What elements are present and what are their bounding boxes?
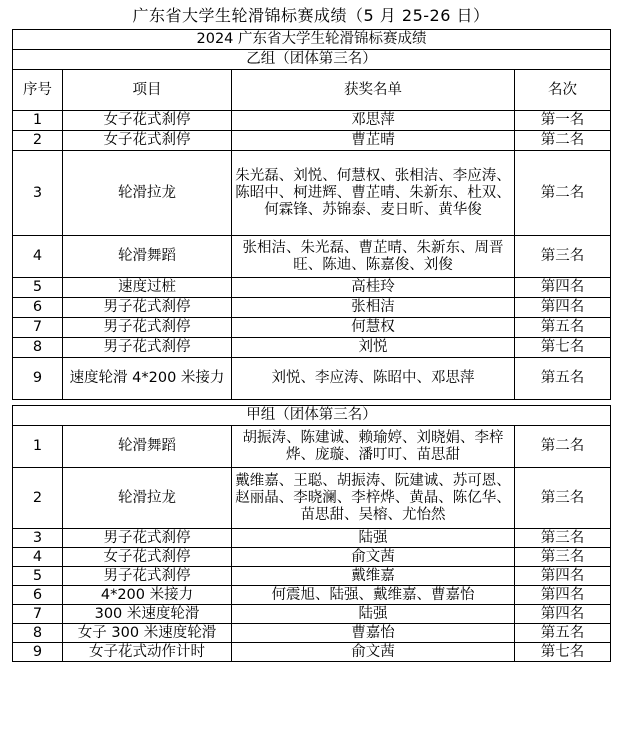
- row-winners: 曹芷晴: [232, 131, 515, 151]
- row-rank: 第二名: [515, 131, 611, 151]
- row-rank: 第一名: [515, 111, 611, 131]
- row-index: 3: [13, 151, 63, 236]
- row-index: 4: [13, 236, 63, 278]
- row-index: 8: [13, 338, 63, 358]
- row-index: 3: [13, 529, 63, 548]
- row-winners: 张相洁、朱光磊、曹芷晴、朱新东、周晋旺、陈迪、陈嘉俊、刘俊: [232, 236, 515, 278]
- group-title: 甲组（团体第三名）: [13, 406, 611, 426]
- row-event: 轮滑拉龙: [63, 151, 232, 236]
- group-header-row: [13, 406, 611, 426]
- results-table: [12, 29, 611, 662]
- row-index: 7: [13, 605, 63, 624]
- row-winners: 陆强: [232, 605, 515, 624]
- table-title: 2024 广东省大学生轮滑锦标赛成绩: [13, 30, 611, 50]
- header-rank: 名次: [515, 70, 611, 111]
- table-row: [13, 131, 611, 151]
- row-rank: 第四名: [515, 278, 611, 298]
- row-rank: 第七名: [515, 643, 611, 662]
- row-event: 女子花式刹停: [63, 131, 232, 151]
- row-event: 轮滑舞蹈: [63, 426, 232, 468]
- row-event: 男子花式刹停: [63, 529, 232, 548]
- row-event: 男子花式刹停: [63, 318, 232, 338]
- row-winners: 俞文茜: [232, 548, 515, 567]
- table-title-row: [13, 30, 611, 50]
- row-rank: 第五名: [515, 318, 611, 338]
- row-winners: 刘悦、李应涛、陈昭中、邓思萍: [232, 358, 515, 400]
- row-index: 9: [13, 358, 63, 400]
- row-index: 1: [13, 426, 63, 468]
- table-row: [13, 643, 611, 662]
- group-header-row: [13, 50, 611, 70]
- row-rank: 第三名: [515, 529, 611, 548]
- row-index: 7: [13, 318, 63, 338]
- table-row: [13, 468, 611, 529]
- table-row: [13, 567, 611, 586]
- row-winners: 何慧权: [232, 318, 515, 338]
- row-winners: 戴维嘉、王聪、胡振涛、阮建诚、苏可恩、赵丽晶、李晓澜、李梓烨、黄晶、陈亿华、苗思甜、吴榕、尤怡然: [232, 468, 515, 529]
- row-winners: 高桂玲: [232, 278, 515, 298]
- row-index: 4: [13, 548, 63, 567]
- row-rank: 第五名: [515, 358, 611, 400]
- table-row: [13, 298, 611, 318]
- row-index: 2: [13, 131, 63, 151]
- table-row: [13, 586, 611, 605]
- row-rank: 第四名: [515, 298, 611, 318]
- table-row: [13, 529, 611, 548]
- row-rank: 第三名: [515, 468, 611, 529]
- row-index: 2: [13, 468, 63, 529]
- row-event: 轮滑舞蹈: [63, 236, 232, 278]
- row-index: 9: [13, 643, 63, 662]
- table-row: [13, 548, 611, 567]
- row-event: 女子花式动作计时: [63, 643, 232, 662]
- row-event: 女子 300 米速度轮滑: [63, 624, 232, 643]
- row-rank: 第三名: [515, 548, 611, 567]
- row-index: 6: [13, 298, 63, 318]
- table-row: [13, 605, 611, 624]
- row-winners: 戴维嘉: [232, 567, 515, 586]
- table-row: [13, 338, 611, 358]
- row-event: 男子花式刹停: [63, 338, 232, 358]
- row-index: 5: [13, 567, 63, 586]
- row-rank: 第四名: [515, 586, 611, 605]
- table-row: [13, 151, 611, 236]
- table-row: [13, 111, 611, 131]
- table-row: [13, 318, 611, 338]
- table-row: [13, 236, 611, 278]
- row-winners: 陆强: [232, 529, 515, 548]
- column-header-row: [13, 70, 611, 111]
- row-winners: 邓思萍: [232, 111, 515, 131]
- row-index: 8: [13, 624, 63, 643]
- row-winners: 俞文茜: [232, 643, 515, 662]
- row-rank: 第四名: [515, 605, 611, 624]
- row-rank: 第五名: [515, 624, 611, 643]
- row-index: 1: [13, 111, 63, 131]
- row-winners: 胡振涛、陈建诚、赖瑜婷、刘晓娟、李梓烨、庞璇、潘叮叮、苗思甜: [232, 426, 515, 468]
- row-winners: 刘悦: [232, 338, 515, 358]
- group-title: 乙组（团体第三名）: [13, 50, 611, 70]
- table-row: [13, 624, 611, 643]
- row-winners: 何震旭、陆强、戴维嘉、曹嘉怡: [232, 586, 515, 605]
- row-winners: 曹嘉怡: [232, 624, 515, 643]
- header-index: 序号: [13, 70, 63, 111]
- table-row: [13, 426, 611, 468]
- page-title: 广东省大学生轮滑锦标赛成绩（5 月 25-26 日）: [132, 6, 490, 25]
- row-event: 男子花式刹停: [63, 298, 232, 318]
- row-rank: 第四名: [515, 567, 611, 586]
- row-rank: 第二名: [515, 426, 611, 468]
- header-event: 项目: [63, 70, 232, 111]
- row-event: 300 米速度轮滑: [63, 605, 232, 624]
- header-winners: 获奖名单: [232, 70, 515, 111]
- row-event: 男子花式刹停: [63, 567, 232, 586]
- row-event: 4*200 米接力: [63, 586, 232, 605]
- row-event: 女子花式刹停: [63, 548, 232, 567]
- row-index: 5: [13, 278, 63, 298]
- table-row: [13, 358, 611, 400]
- row-index: 6: [13, 586, 63, 605]
- row-rank: 第二名: [515, 151, 611, 236]
- row-event: 轮滑拉龙: [63, 468, 232, 529]
- row-event: 速度过桩: [63, 278, 232, 298]
- row-rank: 第七名: [515, 338, 611, 358]
- row-event: 女子花式刹停: [63, 111, 232, 131]
- row-event: 速度轮滑 4*200 米接力: [63, 358, 232, 400]
- table-row: [13, 278, 611, 298]
- row-winners: 朱光磊、刘悦、何慧权、张相洁、李应涛、陈昭中、柯进辉、曹芷晴、朱新东、杜双、何霖锋、苏锦泰、麦日昕、黄华俊: [232, 151, 515, 236]
- row-rank: 第三名: [515, 236, 611, 278]
- row-winners: 张相洁: [232, 298, 515, 318]
